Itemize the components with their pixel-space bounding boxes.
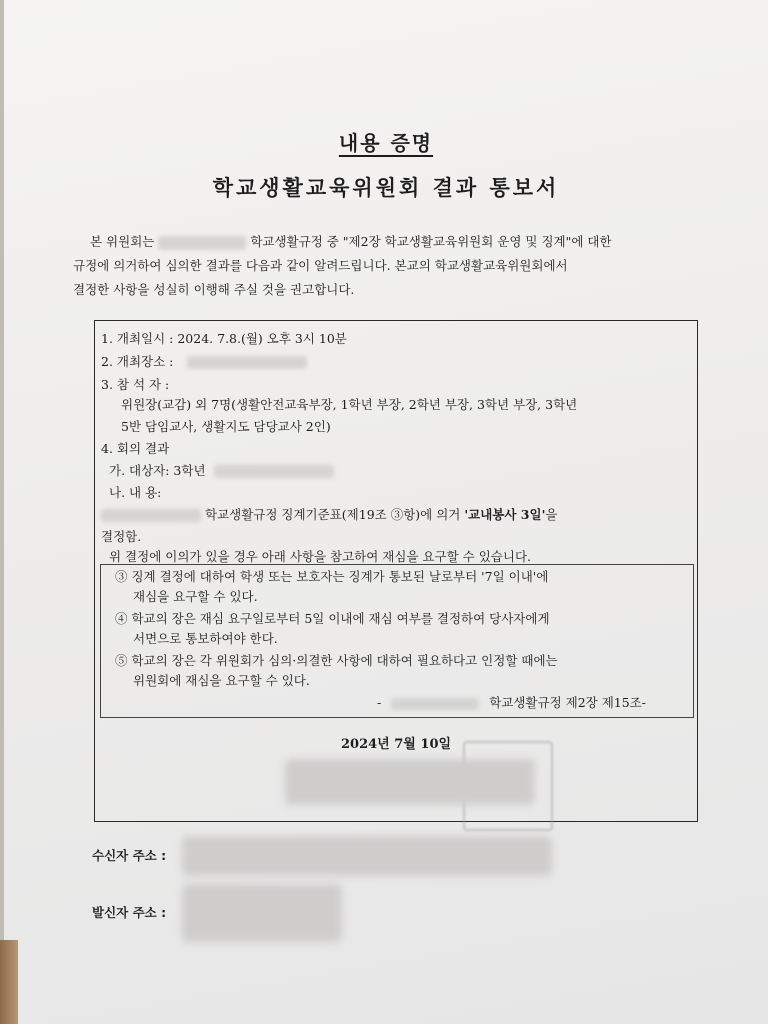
redacted-signature: [285, 759, 535, 805]
source-dash: -: [377, 695, 382, 710]
decision-penalty: '교내봉사 3일': [464, 507, 546, 522]
meeting-date: 1. 개최일시 : 2024. 7.8.(월) 오후 3시 10분: [101, 331, 347, 346]
table-edge: [0, 940, 18, 1024]
target-student-text: 가. 대상자: 3학년: [109, 463, 206, 478]
attendees-line-2: 5반 담임교사, 생활지도 담당교사 2인): [121, 419, 331, 434]
sender-address: [92, 903, 166, 921]
regulation-box: [100, 564, 694, 718]
redacted-sender-address: [182, 884, 342, 942]
regulation-item-4: ④ 학교의 장은 재심 요구일로부터 5일 이내에 재심 여부를 결정하여 당사자에게: [115, 611, 550, 626]
meeting-place: [101, 352, 307, 370]
redacted-source-school: [391, 698, 479, 710]
content-label: 나. 내 용:: [109, 485, 162, 500]
sign-date: 2024년 7월 10일: [341, 737, 452, 752]
regulation-item-3: ③ 징계 결정에 대하여 학생 또는 보호자는 징계가 통보된 날로부터 '7일 이내'에: [115, 569, 549, 584]
intro-line-2: 규정에 의거하여 심의한 결과를 다음과 같이 알려드립니다. 본교의 학교생활교육위원회에서: [73, 258, 568, 273]
sender-label: 발신자 주소 :: [92, 905, 167, 920]
intro-text: 학교생활규정 중 "제2장 학교생활교육위원회 운영 및 징계"에 대한: [250, 234, 612, 249]
regulation-item-5: ⑤ 학교의 장은 각 위원회가 심의·의결한 사항에 대하여 필요하다고 인정할 때에는: [115, 653, 558, 668]
decision-line-2: 결정함.: [101, 529, 142, 544]
regulation-source: [377, 693, 646, 711]
intro-line-3: 결정한 사항을 성실히 이행해 주실 것을 권고합니다.: [73, 282, 355, 297]
redacted-place: [187, 356, 307, 369]
attendees-label: 3. 참 석 자 :: [101, 377, 170, 392]
target-student: [109, 461, 334, 479]
regulation-item-4-cont: 서면으로 통보하여야 한다.: [133, 631, 278, 646]
redacted-recipient-address: [182, 836, 552, 876]
decision-text: 학교생활규정 징계기준표(제19조 ③항)에 의거: [204, 507, 461, 522]
redacted-school-name: [158, 236, 246, 250]
redacted-student: [214, 465, 334, 478]
source-text: 학교생활규정 제2장 제15조-: [489, 695, 646, 710]
meeting-place-label: 2. 개최장소 :: [101, 354, 174, 369]
result-box: [94, 320, 698, 822]
document-title: 내용 증명: [338, 131, 434, 155]
regulation-item-3-cont: 재심을 요구할 수 있다.: [133, 589, 258, 604]
decision-line: [101, 505, 558, 523]
decision-suffix: 을: [545, 507, 558, 522]
intro-line-1: [90, 230, 710, 254]
intro-text: 본 위원회는: [90, 234, 155, 249]
recipient-address: [92, 846, 166, 864]
document-paper: [4, 0, 768, 1024]
intro-paragraph: [73, 230, 710, 302]
redacted-school: [101, 509, 201, 522]
regulation-item-5-cont: 위원회에 재심을 요구할 수 있다.: [133, 673, 310, 688]
result-label: 4. 회의 결과: [101, 441, 170, 456]
recipient-label: 수신자 주소 :: [92, 848, 167, 863]
document-subtitle: 학교생활교육위원회 결과 통보서: [212, 175, 560, 200]
appeal-notice: 위 결정에 이의가 있을 경우 아래 사항을 참고하여 재심을 요구할 수 있습니다.: [109, 549, 532, 564]
attendees-line-1: 위원장(교감) 외 7명(생활안전교육부장, 1학년 부장, 2학년 부장, 3학년 부장, 3학년: [121, 397, 578, 412]
